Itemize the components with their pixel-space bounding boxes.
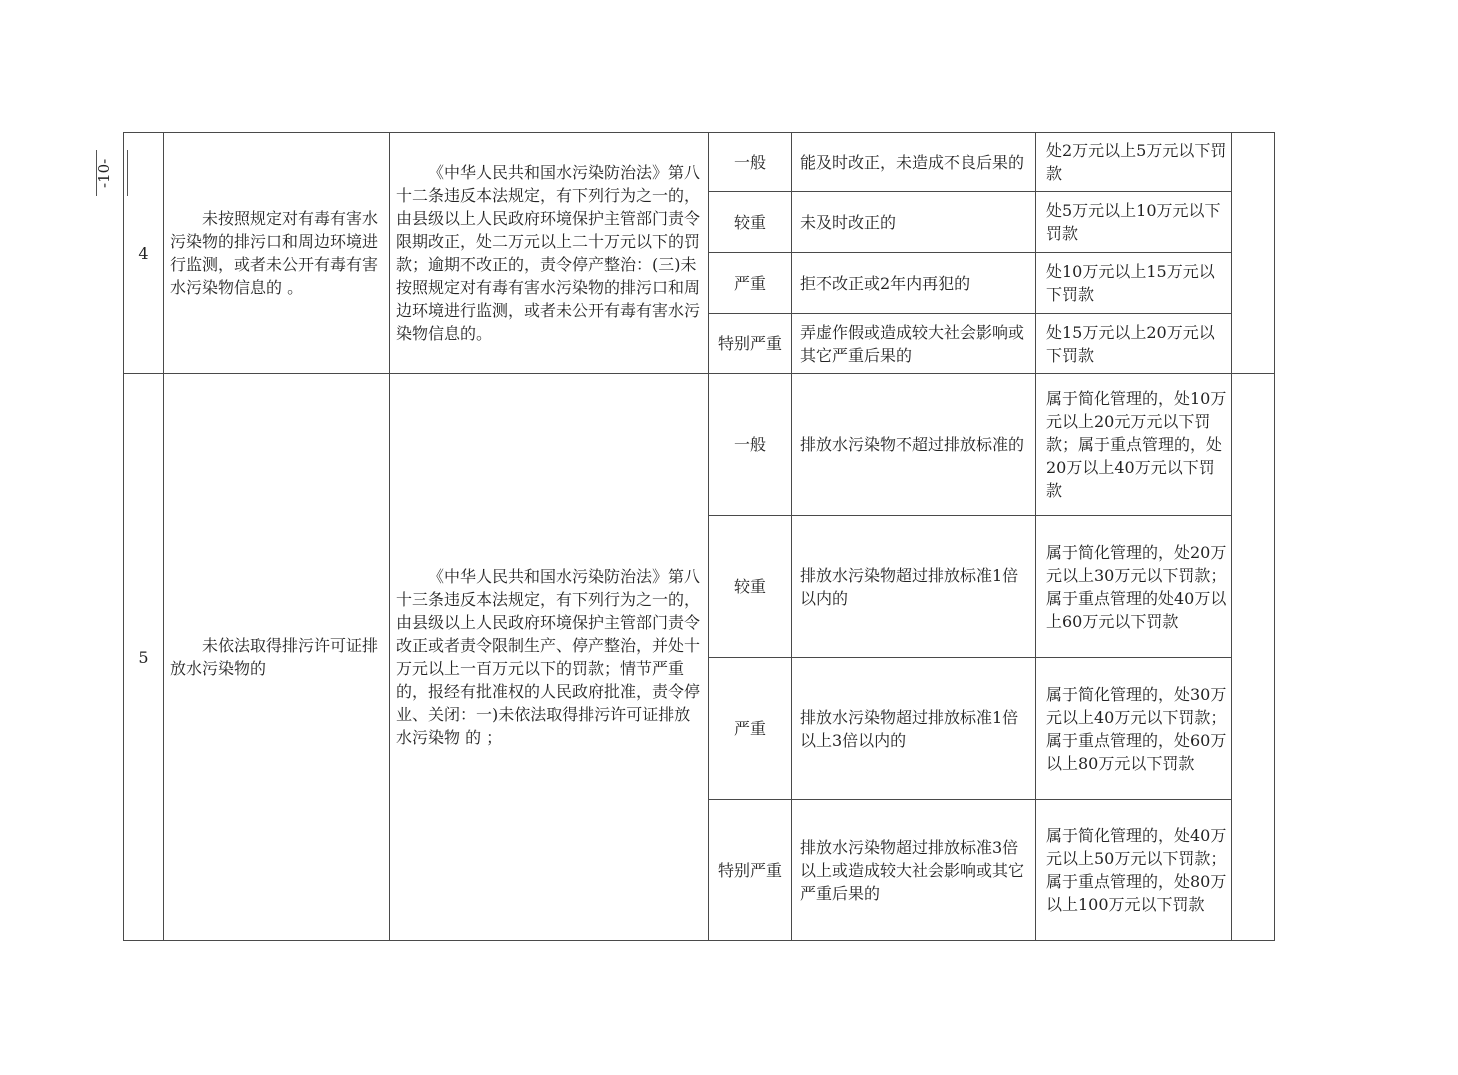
level-cell: 严重 [709, 658, 792, 800]
violation-text: 未依法取得排污许可证排放水污染物的 [170, 636, 379, 678]
circumstance-cell: 弄虚作假或造成较大社会影响或其它严重后果的 [792, 314, 1036, 374]
level-cell: 一般 [709, 374, 792, 516]
level-cell: 较重 [709, 516, 792, 658]
law-basis-text: 《中华人民共和国水污染防治法》第八十三条违反本法规定，有下列行为之一的，由县级以上人民政府环境保护主管部门责令改正或者责令限制生产、停产整治，并处十万元以上一百万元以下的罚款；情节严重的，报经有批准权的人民政府批准，责令停业、关闭：一)未依法取得排污许可证排放水污染物 的 ； [396, 567, 701, 747]
level-cell: 特别严重 [709, 800, 792, 941]
penalty-cell: 处10万元以上15万元以下罚款 [1036, 253, 1232, 314]
remarks-cell [1232, 374, 1275, 941]
circumstance-cell: 排放水污染物超过排放标准1倍以内的 [792, 516, 1036, 658]
law-basis-cell [390, 374, 709, 941]
violation-text: 未按照规定对有毒有害水污染物的排污口和周边环境进行监测，或者未公开有毒有害水污染物信息的 。 [170, 209, 379, 297]
item-number: 5 [124, 374, 164, 941]
circumstance-cell: 能及时改正，未造成不良后果的 [792, 133, 1036, 192]
circumstance-cell: 未及时改正的 [792, 192, 1036, 253]
level-cell: 较重 [709, 192, 792, 253]
penalty-cell: 属于简化管理的，处40万元以上50万元以下罚款；属于重点管理的，处80万以上100万元以下罚款 [1036, 800, 1232, 941]
level-cell: 严重 [709, 253, 792, 314]
circumstance-cell: 排放水污染物不超过排放标准的 [792, 374, 1036, 516]
item-number: 4 [124, 133, 164, 374]
law-basis-text: 《中华人民共和国水污染防治法》第八十二条违反本法规定，有下列行为之一的，由县级以上人民政府环境保护主管部门责令限期改正，处二万元以上二十万元以下的罚款；逾期不改正的，责令停产整治：(三)未按照规定对有毒有害水污染物的排污口和周边环境进行监测，或者未公开有毒有害水污染物信息的。 [396, 163, 701, 343]
penalty-cell: 属于简化管理的，处10万元以上20元万元以下罚款；属于重点管理的，处20万以上40万元以下罚款 [1036, 374, 1232, 516]
violation-cell [164, 133, 390, 374]
penalty-table [123, 132, 1275, 941]
penalty-cell: 处2万元以上5万元以下罚款 [1036, 133, 1232, 192]
circumstance-cell: 拒不改正或2年内再犯的 [792, 253, 1036, 314]
penalty-cell: 处15万元以上20万元以下罚款 [1036, 314, 1232, 374]
penalty-cell: 属于简化管理的，处30万元以上40万元以下罚款；属于重点管理的，处60万以上80万元以下罚款 [1036, 658, 1232, 800]
remarks-cell [1232, 133, 1275, 374]
circumstance-cell: 排放水污染物超过排放标准1倍以上3倍以内的 [792, 658, 1036, 800]
page-number: -10- [96, 150, 128, 196]
table-row [124, 374, 1275, 516]
level-cell: 特别严重 [709, 314, 792, 374]
level-cell: 一般 [709, 133, 792, 192]
law-basis-cell [390, 133, 709, 374]
penalty-cell: 处5万元以上10万元以下罚款 [1036, 192, 1232, 253]
penalty-cell: 属于简化管理的，处20万元以上30万元以下罚款；属于重点管理的处40万以上60万元以下罚款 [1036, 516, 1232, 658]
circumstance-cell: 排放水污染物超过排放标准3倍以上或造成较大社会影响或其它严重后果的 [792, 800, 1036, 941]
violation-cell [164, 374, 390, 941]
table-row [124, 133, 1275, 192]
